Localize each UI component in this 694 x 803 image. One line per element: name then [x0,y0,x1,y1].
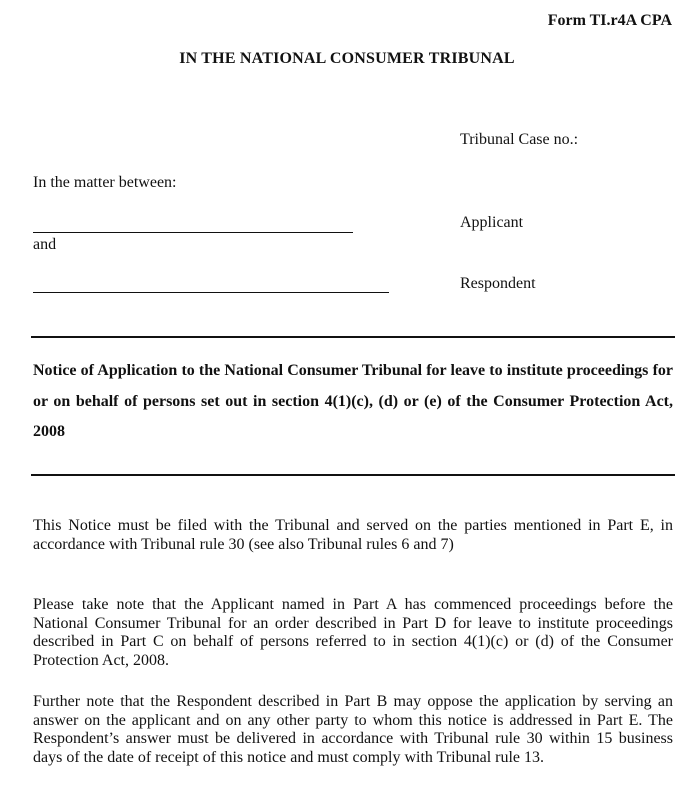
applicant-label: Applicant [460,214,524,231]
proceedings-notice-paragraph: Please take note that the Applicant named in Part A has commenced proceedings before the National Consumer Tribunal for an order described in Part D for leave to institute proceedings described in Part C on behalf of persons referred to in section 4(1)(c) or (d) of the Consumer Protection Act, 2008. [33,596,673,669]
respondent-name-field[interactable] [33,292,389,293]
filing-instructions-paragraph: This Notice must be filed with the Tribunal and served on the parties mentioned in Part E, in accordance with Tribunal rule 30 (see also Tribunal rules 6 and 7) [33,517,673,553]
matter-between-label: In the matter between: [33,174,177,191]
divider-top [31,336,675,338]
divider-bottom [31,474,675,476]
and-label: and [33,236,57,253]
form-code: Form TI.r4A CPA [547,12,672,29]
opposition-notice-paragraph: Further note that the Respondent described in Part B may oppose the application by serving an answer on the applicant and on any other party to whom this notice is addressed in Part E. The Respondent’s answer must be delivered in accordance with Tribunal rule 30 within 15 business days of the date of receipt of this notice and must comply with Tribunal rule 13. [33,693,673,766]
page-title: IN THE NATIONAL CONSUMER TRIBUNAL [179,50,515,67]
applicant-name-field[interactable] [33,232,353,233]
respondent-label: Respondent [460,275,536,292]
notice-heading: Notice of Application to the National Consumer Tribunal for leave to institute proceedings for or on behalf of persons set out in section 4(1)(c), (d) or (e) of the Consumer Protection Act, 2008 [33,362,673,440]
case-number-label: Tribunal Case no.: [460,131,579,148]
